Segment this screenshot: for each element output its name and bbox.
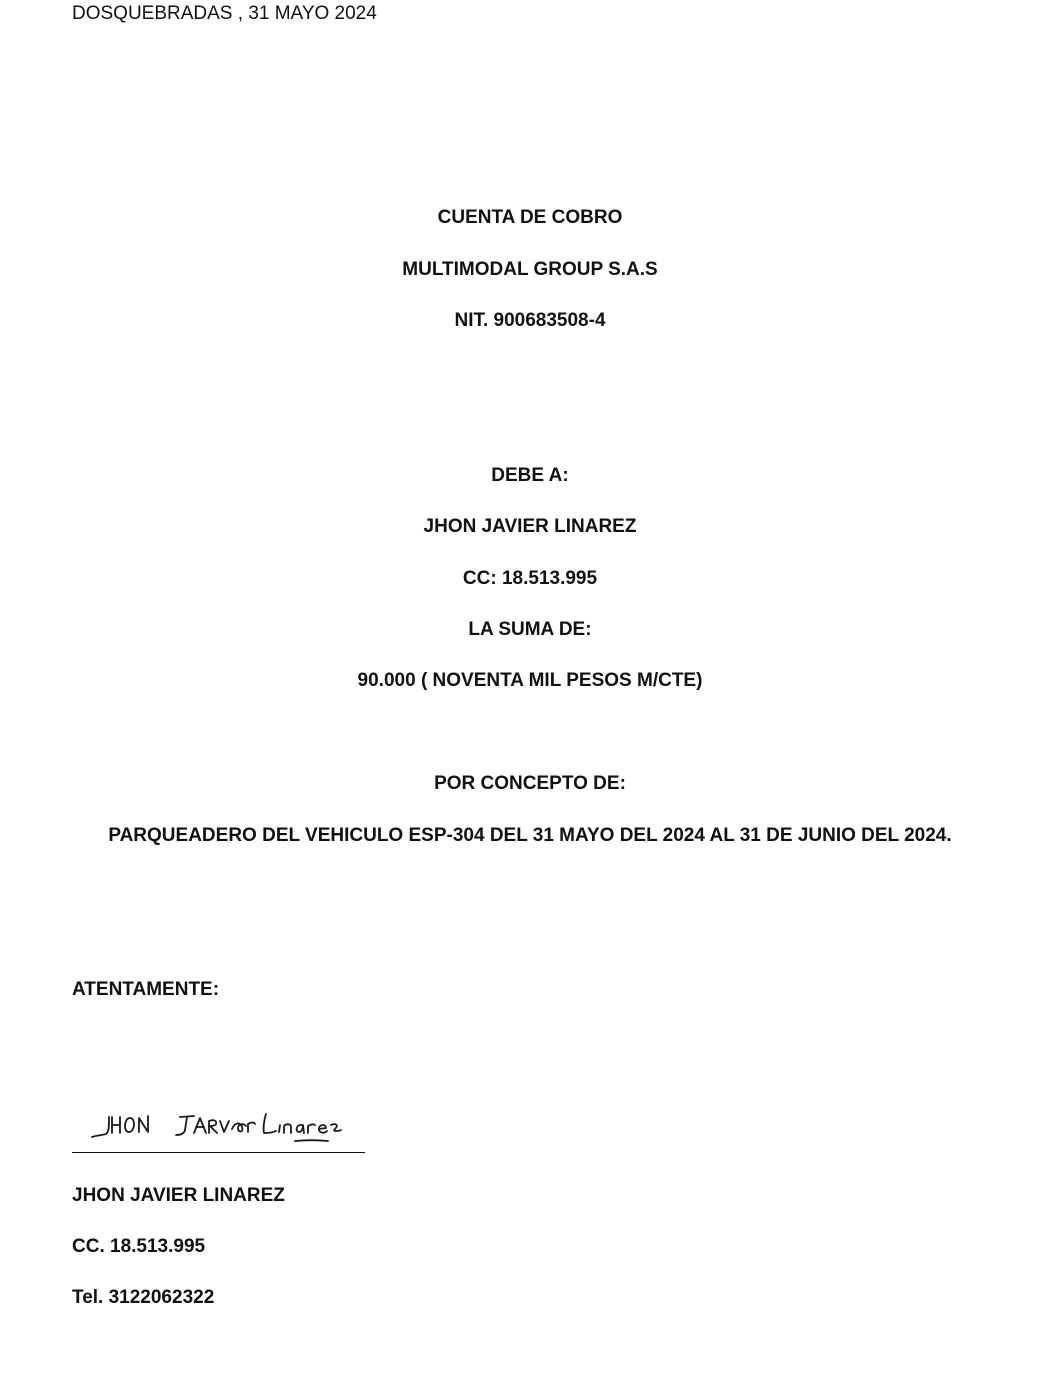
concept-label: POR CONCEPTO DE: <box>434 773 626 794</box>
signature-line <box>72 1152 365 1153</box>
creditor-cc: CC: 18.513.995 <box>462 568 598 589</box>
signer-tel: Tel. 3122062322 <box>72 1287 215 1308</box>
signer-name: JHON JAVIER LINAREZ <box>72 1185 285 1206</box>
suma-label: LA SUMA DE: <box>468 619 592 640</box>
handwritten-signature <box>90 1104 360 1148</box>
company-nit: NIT. 900683508-4 <box>454 310 606 331</box>
company-name: MULTIMODAL GROUP S.A.S <box>402 259 658 280</box>
signer-cc: CC. 18.513.995 <box>72 1236 206 1257</box>
concept-text: PARQUEADERO DEL VEHICULO ESP-304 DEL 31 MAYO DEL 2024 AL 31 DE JUNIO DEL 2024. <box>108 825 952 846</box>
amount-text: 90.000 ( NOVENTA MIL PESOS M/CTE) <box>357 670 703 691</box>
document-title: CUENTA DE COBRO <box>437 207 623 228</box>
closing-salutation: ATENTAMENTE: <box>72 979 220 1000</box>
place-date: DOSQUEBRADAS , 31 MAYO 2024 <box>72 3 377 24</box>
creditor-name: JHON JAVIER LINAREZ <box>423 516 637 537</box>
debe-label: DEBE A: <box>491 465 569 486</box>
signature-block <box>72 1100 368 1160</box>
